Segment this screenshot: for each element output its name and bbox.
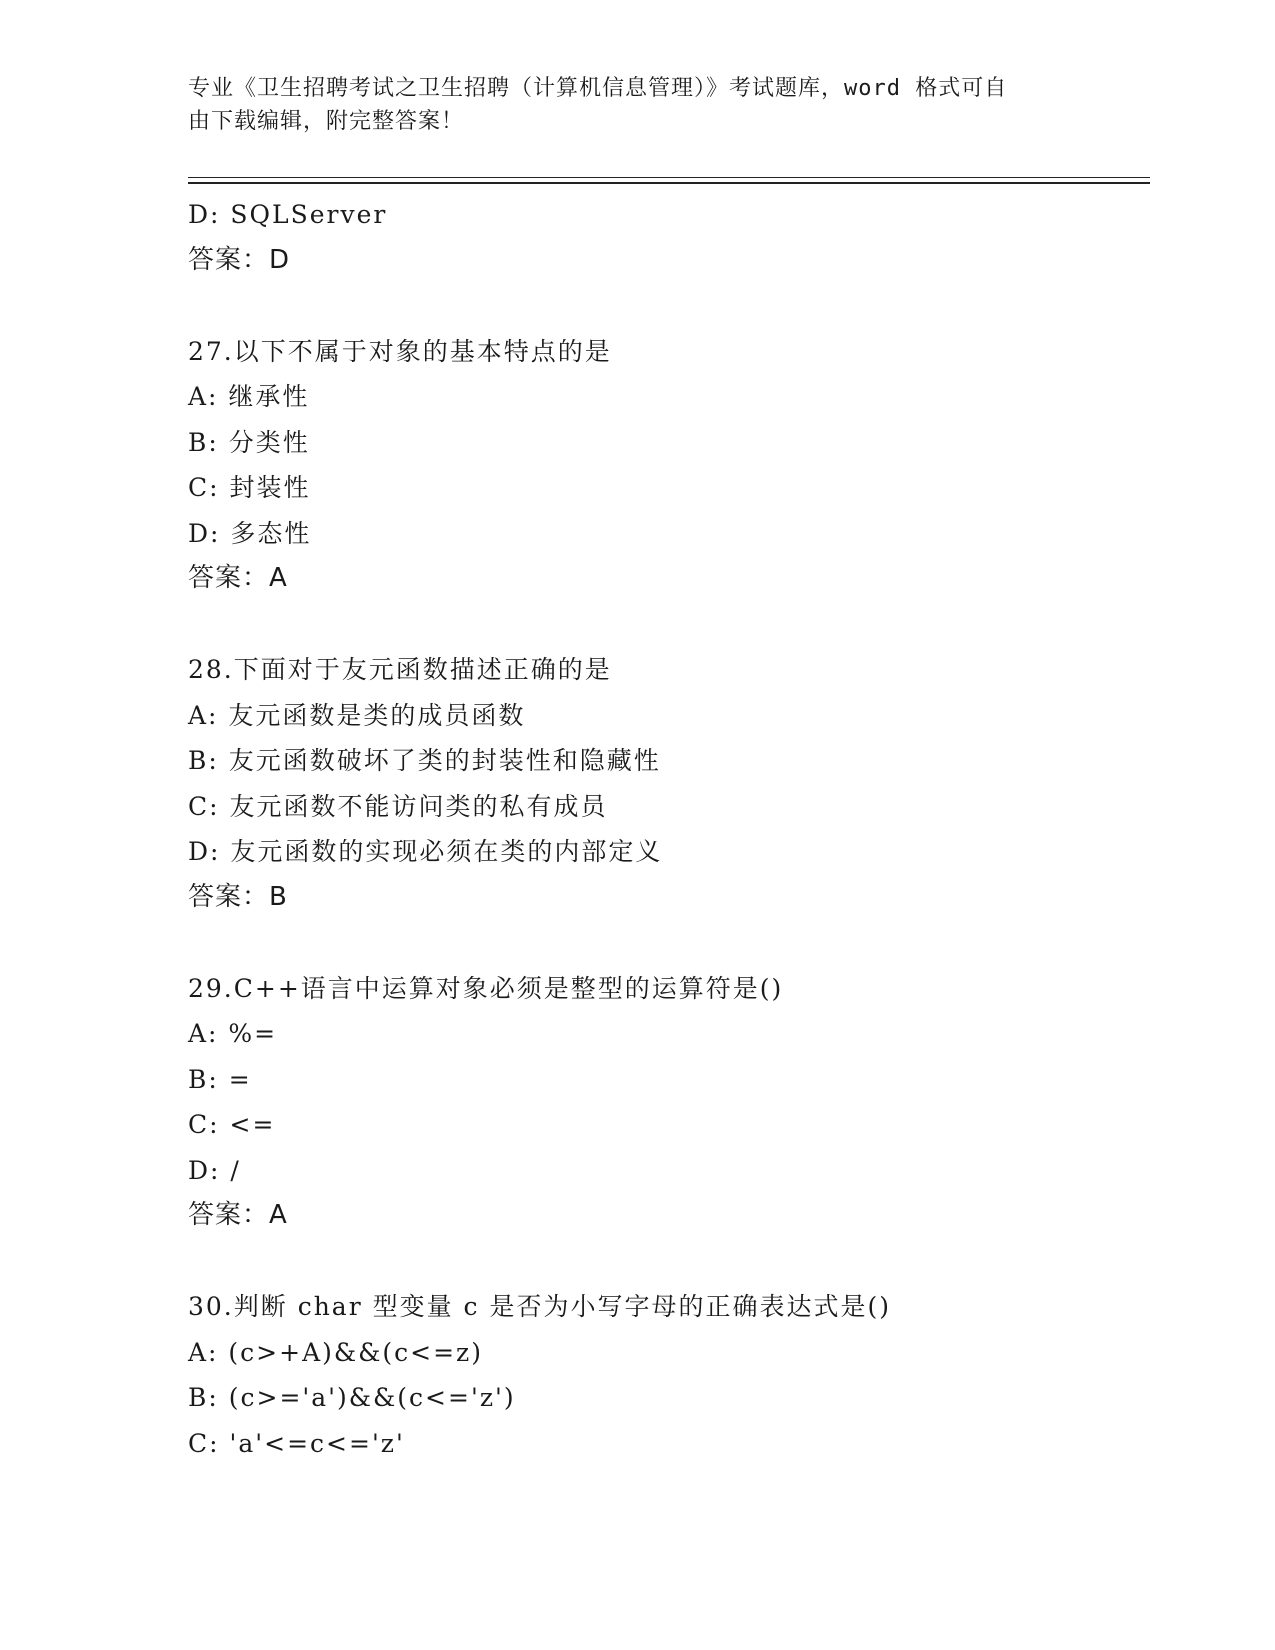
question-26-tail: [188, 192, 1148, 283]
question-27: [188, 329, 1148, 602]
option-c: C: 友元函数不能访问类的私有成员: [188, 791, 608, 821]
option-d: D: 多态性: [188, 518, 312, 548]
option-c: C: <=: [188, 1110, 276, 1139]
header-line-1: 专业《卫生招聘考试之卫生招聘（计算机信息管理）》考试题库，word 格式可自: [188, 76, 1008, 101]
answer: 答案：D: [188, 244, 291, 275]
option-a: A: 友元函数是类的成员函数: [188, 700, 526, 730]
option-b: B: =: [188, 1064, 252, 1094]
answer: 答案：A: [188, 1200, 288, 1230]
option-a: A: %=: [188, 1019, 278, 1048]
option-d: D: 友元函数的实现必须在类的内部定义: [188, 837, 663, 866]
option-c: C: 'a'<=c<='z': [188, 1428, 405, 1458]
question-list: [188, 192, 1148, 1466]
option-d: D: /: [188, 1155, 241, 1185]
document-header: [188, 72, 1088, 138]
question-stem: 28.下面对于友元函数描述正确的是: [188, 655, 612, 684]
option-c: C: 封装性: [188, 473, 311, 502]
header-divider-thick: [188, 182, 1150, 184]
option-a: A: 继承性: [188, 382, 310, 411]
option-b: B: 分类性: [188, 427, 310, 457]
header-line-2: 由下载编辑，附完整答案！: [188, 109, 465, 134]
answer: 答案：B: [188, 881, 288, 912]
option-d: D: SQLServer: [188, 200, 388, 229]
question-28: [188, 647, 1148, 920]
option-a: A: (c>+A)&&(c<=z): [188, 1337, 483, 1367]
question-30: [188, 1284, 1148, 1466]
question-stem: 30.判断 char 型变量 c 是否为小写字母的正确表达式是(): [188, 1292, 892, 1321]
option-b: B: 友元函数破坏了类的封装性和隐藏性: [188, 746, 661, 775]
header-divider-thin: [188, 177, 1150, 178]
option-b: B: (c>='a')&&(c<='z'): [188, 1383, 516, 1412]
answer: 答案：A: [188, 563, 288, 593]
question-stem: 27.以下不属于对象的基本特点的是: [188, 336, 612, 366]
question-29: [188, 966, 1148, 1239]
question-stem: 29.C++语言中运算对象必须是整型的运算符是(): [188, 973, 784, 1003]
